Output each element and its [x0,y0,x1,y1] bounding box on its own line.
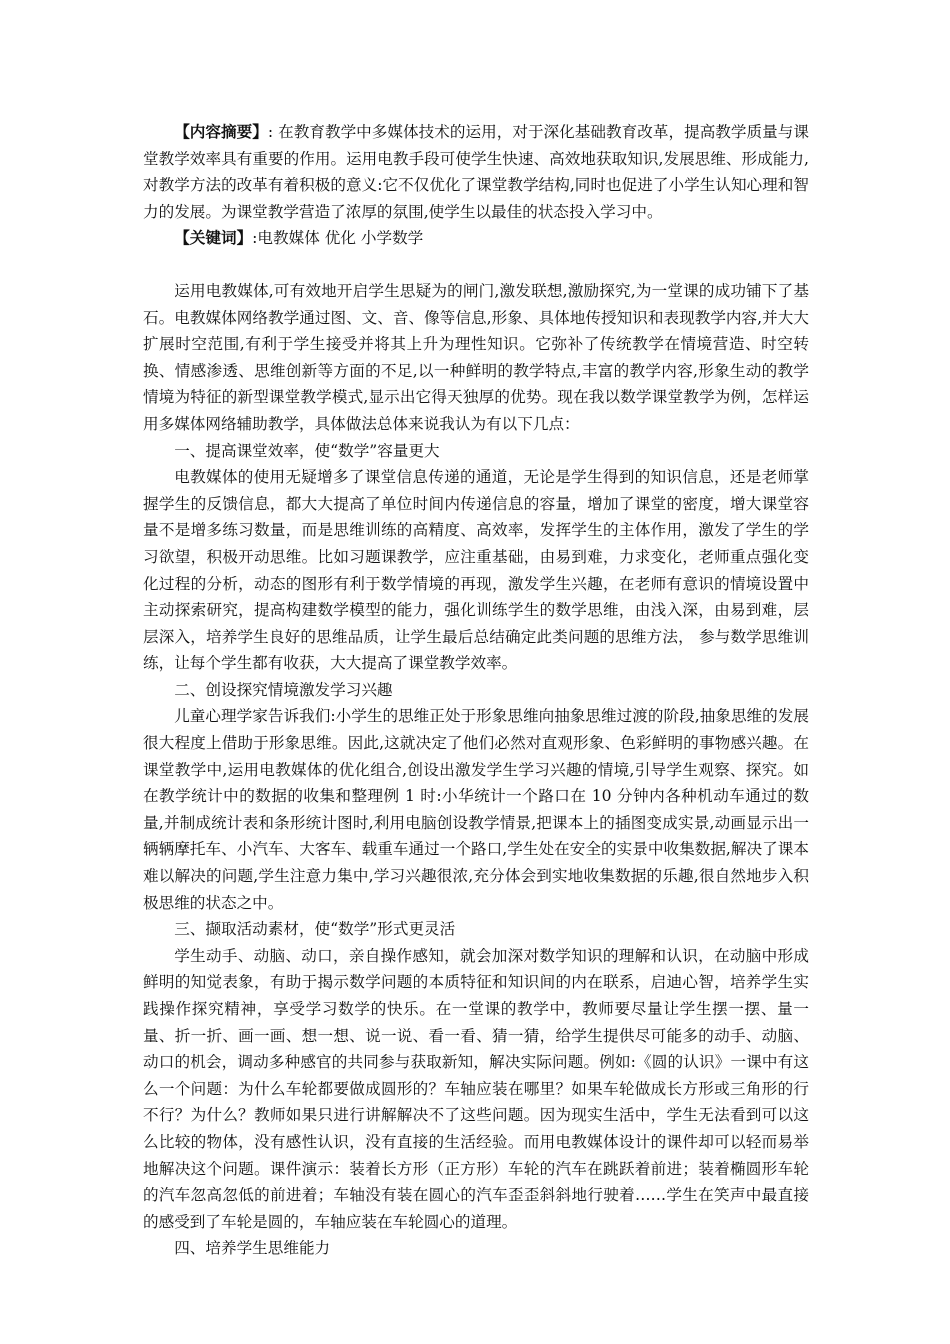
section-heading-4: 四、培养学生思维能力 [174,1239,331,1258]
section-body-1: 电教媒体的使用无疑增多了课堂信息传递的通道，无论是学生得到的知识信息，还是老师掌握学生的反馈信息，都大大提高了单位时间内传递信息的容量，增加了课堂的密度，增大课堂容量不是增多练习数量，而是思维训练的高精度、高效率，发挥学生的主体作用，激发了学生的学习欲望，积极开动思维。比如习题课教学，应注重基础，由易到难，力求变化，老师重点强化变化过程的分析，动态的图形有利于数学情境的再现，激发学生兴趣，在老师有意识的情境设置中主动探索研究，提高构建数学模型的能力，强化训练学生的数学思维，由浅入深，由易到难，层层深入，培养学生良好的思维品质，让学生最后总结确定此类问题的思维方法， 参与数学思维训练，让每个学生都有收获，大大提高了课堂教学效率。 [143,468,809,673]
keywords-text: :电教媒体 优化 小学数学 [252,229,424,248]
document-body [143,119,809,1262]
keywords-label: 【关键词】 [174,228,253,248]
keywords-paragraph [143,225,809,252]
section-body-2: 儿童心理学家告诉我们:小学生的思维正处于形象思维向抽象思维过渡的阶段,抽象思维的发展很大程度上借助于形象思维。因此,这就决定了他们必然对直观形象、色彩鲜明的事物感兴趣。在课堂教学中,运用电教媒体的优化组合,创设出激发学生学习兴趣的情境,引导学生观察、探究。如在教学统计中的数据的收集和整理例 1 时:小华统计一个路口在 10 分钟内各种机动车通过的数量,并制成统计表和条形统计图时,利用电脑创设教学情景,把课本上的插图变成实景,动画显示出一辆辆摩托车、小汽车、大客车、载重车通过一个路口,学生处在安全的实景中收集数据,解决了课本难以解决的问题,学生注意力集中,学习兴趣很浓,充分体会到实地收集数据的乐趣,很自然地步入积极思维的状态之中。 [143,707,809,912]
abstract-paragraph [143,119,809,225]
section-heading-3: 三、撷取活动素材，使“数学”形式更灵活 [174,920,456,939]
section-heading-2: 二、创设探究情境激发学习兴趣 [174,680,393,699]
abstract-text: : 在教育教学中多媒体技术的运用，对于深化基础教育改革，提高教学质量与课堂教学效率具有重要的作用。运用电教手段可使学生快速、高效地获取知识,发展思维、形成能力,对教学方法的改革有着积极的意义:它不仅优化了课堂教学结构,同时也促进了小学生认知心理和智力的发展。为课堂教学营造了浓厚的氛围,使学生以最佳的状态投入学习中。 [143,123,809,221]
intro-paragraph: 运用电教媒体,可有效地开启学生思疑为的闸门,激发联想,激励探究,为一堂课的成功铺下了基石。电教媒体网络教学通过图、文、音、像等信息,形象、具体地传授知识和表现教学内容,并大大扩展时空范围,有利于学生接受并将其上升为理性知识。它弥补了传统教学在情境营造、时空转换、情感渗透、思维创新等方面的不足,以一种鲜明的教学特点,丰富的教学内容,形象生动的教学情境为特征的新型课堂教学模式,显示出它得天独厚的优势。现在我以数学课堂教学为例，怎样运用多媒体网络辅助教学，具体做法总体来说我认为有以下几点： [143,281,809,433]
section-body-3: 学生动手、动脑、动口，亲自操作感知，就会加深对数学知识的理解和认识，在动脑中形成鲜明的知觉表象，有助于揭示数学问题的本质特征和知识间的内在联系，启迪心智，培养学生实践操作探究精神，享受学习数学的快乐。在一堂课的教学中，教师要尽量让学生摆一摆、量一量、折一折、画一画、想一想、说一说、看一看、猜一猜，给学生提供尽可能多的动手、动脑、动口的机会，调动多种感官的共同参与获取新知，解决实际问题。例如:《圆的认识》一课中有这么一个问题：为什么车轮都要做成圆形的？车轴应装在哪里？如果车轮做成长方形或三角形的行不行？为什么？教师如果只进行讲解解决不了这些问题。因为现实生活中，学生无法看到可以这么比较的物体，没有感性认识，没有直接的生活经验。而用电教媒体设计的课件却可以轻而易举地解决这个问题。课件演示：装着长方形（正方形）车轮的汽车在跳跃着前进；装着椭圆形车轮的汽车忽高忽低的前进着；车轴没有装在圆心的汽车歪歪斜斜地行驶着……学生在笑声中最直接的感受到了车轮是圆的，车轴应装在车轮圆心的道理。 [143,946,809,1231]
section-heading-1: 一、提高课堂效率，使“数学”容量更大 [174,441,440,460]
abstract-label: 【内容摘要】 [174,122,268,141]
